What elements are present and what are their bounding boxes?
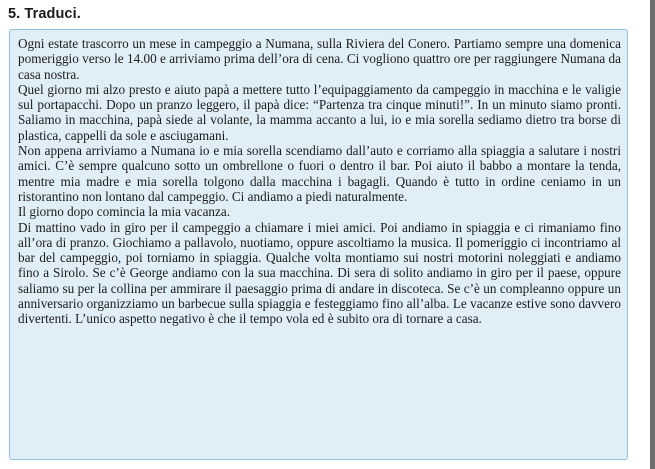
translation-text-box bbox=[9, 29, 628, 460]
page-edge-divider bbox=[650, 0, 655, 469]
paragraph-daily-routine: Di mattino vado in giro per il campeggio a chiamare i miei amici. Poi andiamo in spiaggia e ci rimaniamo fino all’ora di pranzo. Giochiamo a pallavolo, nuotiamo, oppure ascoltiamo la musica. Il pomeriggio ci incontriamo al bar del campeggio, poi torniamo in spiaggia. Qualche volta montiamo sui nostri motorini noleggiati e andiamo fino a Sirolo. Se c’è George andiamo con la sua macchina. Di sera di solito andiamo in giro per il paese, oppure saliamo su per la collina per ammirare il paesaggio prima di andare in discoteca. Se c’è un compleanno oppure un anniversario organizziamo un barbecue sulla spiaggia e festeggiamo fino all’alba. Le vacanze estive sono davvero divertenti. L’unico aspetto negativo è che il tempo vola ed è subito ora di tornare a casa. bbox=[18, 219, 621, 327]
paragraph-departure-day: Quel giorno mi alzo presto e aiuto papà a mettere tutto l’equipaggiamento da campeggio in macchina e le valigie sul portapacchi. Dopo un pranzo leggero, il papà dice: “Partenza tra cinque minuti!”. In un minuto siamo pronti. Saliamo in macchina, papà siede al volante, la mamma accanto a lui, io e mia sorella sediamo dietro tra borse di plastica, cappelli da sole e asciugamani. bbox=[18, 81, 621, 143]
paragraph-vacation-start: Il giorno dopo comincia la mia vacanza. bbox=[18, 204, 231, 220]
paragraph-arrival-schedule: Ogni estate trascorro un mese in campeggio a Numana, sulla Riviera del Conero. Partiamo sempre una domenica pomeriggio verso le 14.00 e arriviamo prima dell’ora di cena. Ci vogliono quattro ore per raggiungere Numana da casa nostra. bbox=[18, 36, 621, 82]
paragraph-arrival-numana: Non appena arriviamo a Numana io e mia sorella scendiamo dall’auto e corriamo alla spiaggia a salutare i nostri amici. C’è sempre qualcuno sotto un ombrellone o fuori o dentro il bar. Poi aiuto il babbo a montare la tenda, mentre mia madre e mia sorella tolgono dalla macchina i bagagli. Quando è tutto in ordine ceniamo in un ristorantino non lontano dal campeggio. Ci andiamo a piedi naturalmente. bbox=[18, 143, 621, 204]
exercise-title: 5. Traduci. bbox=[8, 6, 81, 22]
